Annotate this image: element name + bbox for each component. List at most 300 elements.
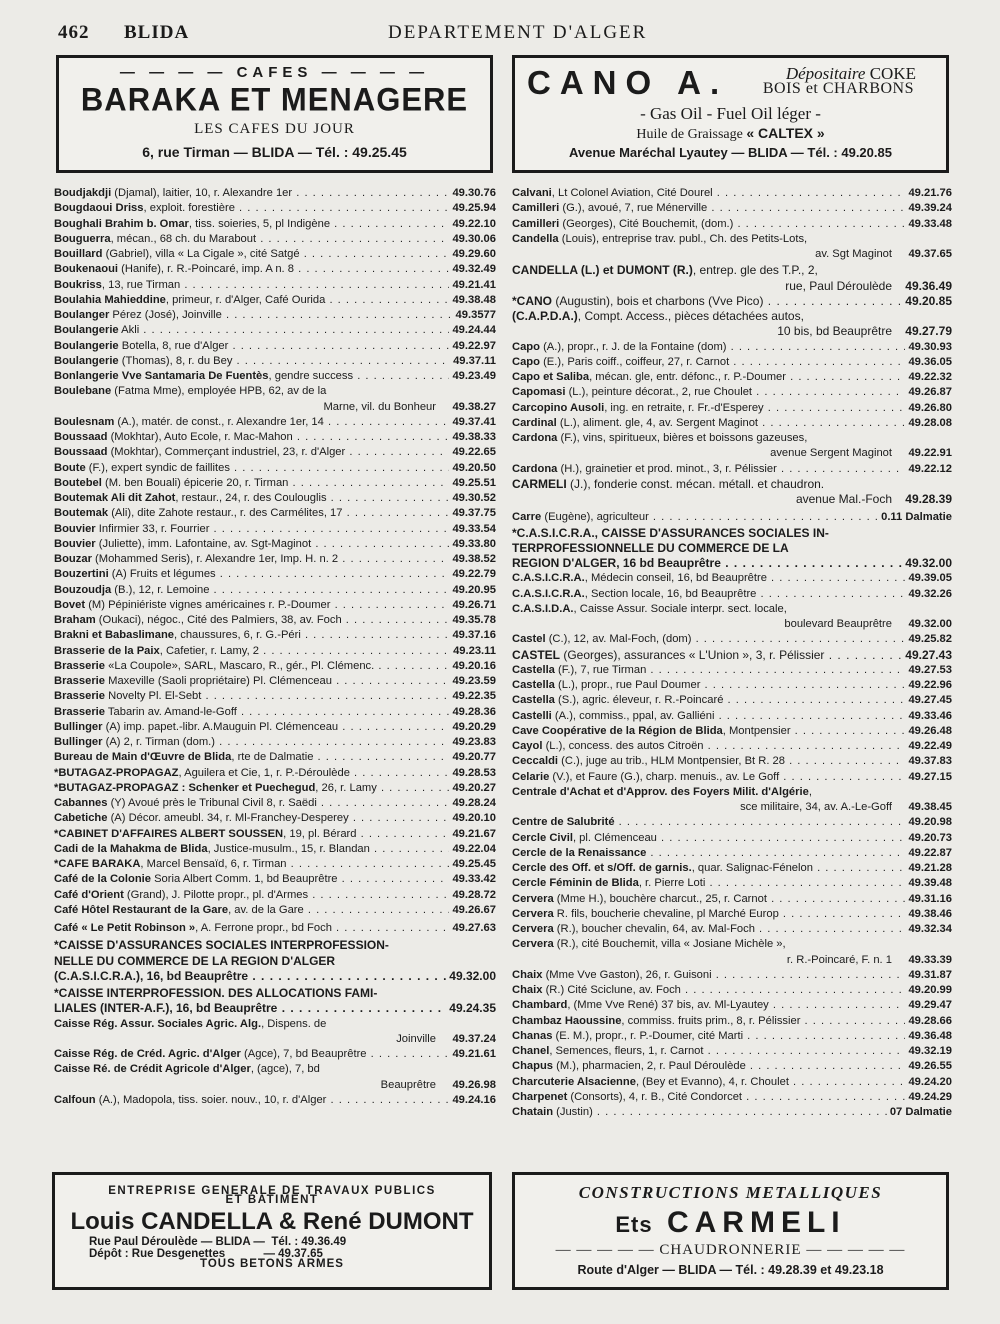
directory-entry bbox=[512, 1075, 952, 1090]
entry-details: , 19, pl. Bérard bbox=[283, 827, 357, 840]
entry-text bbox=[54, 613, 496, 628]
entry-name: Camilleri bbox=[512, 202, 560, 215]
entry-text bbox=[512, 1014, 952, 1029]
entry-text bbox=[512, 416, 952, 431]
entry-name: Boutebel bbox=[54, 476, 102, 489]
entry-text bbox=[54, 201, 496, 216]
entry-text bbox=[54, 415, 496, 430]
entry-text bbox=[512, 309, 952, 324]
directory-entry bbox=[54, 613, 496, 628]
entry-details: (Y) Avoué près le Tribunal Civil 8, r. Saëdi bbox=[107, 797, 317, 809]
entry-text bbox=[512, 648, 952, 663]
entry-phone: 49.22.49 bbox=[905, 739, 952, 754]
entry-text bbox=[512, 1075, 952, 1090]
entry-details: (E. M.), propr., r. P.-Doumer, cité Marti bbox=[552, 1029, 744, 1042]
entry-name: Caisse Rég. de Créd. Agric. d'Alger bbox=[54, 1048, 241, 1060]
directory-entry bbox=[512, 922, 952, 937]
entry-text bbox=[54, 903, 496, 918]
directory-entry bbox=[54, 811, 496, 826]
entry-continuation: r. R.-Poincaré, F. n. 1 bbox=[786, 953, 892, 966]
directory-entry bbox=[54, 339, 496, 354]
entry-text bbox=[512, 907, 952, 922]
entry-details: (B.), 12, r. Lemoine bbox=[111, 583, 210, 596]
entry-phone: 49.23.49 bbox=[449, 369, 496, 384]
directory-entry bbox=[54, 781, 496, 796]
directory-column-right bbox=[512, 186, 952, 1120]
entry-details: , tiss. soieries, 5, pl Indigène bbox=[188, 217, 331, 230]
entry-continuation: (C.A.S.I.C.R.A.), 16, bd Beauprêtre . . . bbox=[54, 969, 496, 984]
entry-text bbox=[54, 598, 496, 613]
entry-name: Bouzertini bbox=[54, 568, 109, 581]
entry-phone: 49.26.87 bbox=[905, 385, 952, 400]
entry-phone: 49.27.15 bbox=[905, 770, 952, 785]
entry-text bbox=[512, 663, 952, 678]
entry-text bbox=[512, 385, 952, 400]
entry-name: CASTEL bbox=[512, 647, 560, 662]
entry-name: Charcuterie Alsacienne bbox=[512, 1075, 636, 1088]
ad-line: CONSTRUCTIONS METALLIQUES bbox=[578, 1183, 883, 1202]
entry-name: Boute bbox=[54, 461, 86, 474]
entry-text bbox=[512, 968, 952, 983]
directory-entry bbox=[512, 416, 952, 431]
entry-phone: 49.35.78 bbox=[449, 613, 496, 628]
entry-continuation: 10 bis, bd Beauprêtre bbox=[777, 324, 892, 339]
directory-entry bbox=[512, 937, 952, 968]
directory-entry bbox=[512, 602, 952, 633]
entry-details: , Caisse Assur. Sociale interpr. sect. locale, bbox=[573, 602, 787, 615]
directory-entry bbox=[54, 567, 496, 582]
entry-text bbox=[54, 186, 496, 201]
directory-entry bbox=[512, 983, 952, 998]
directory-entry bbox=[54, 888, 496, 903]
directory-entry bbox=[512, 385, 952, 400]
entry-details: Infirmier 33, r. Fourrier bbox=[95, 522, 210, 535]
directory-entry bbox=[512, 355, 952, 370]
entry-phone: 49.22.10 bbox=[449, 217, 496, 232]
entry-details: (L.), peinture décorat., 2, rue Choulet bbox=[565, 386, 753, 399]
entry-details: , rte de Dalmatie bbox=[231, 751, 314, 764]
entry-phone: 49.30.93 bbox=[905, 340, 952, 355]
entry-details: (R.) Cité Sciclune, av. Foch bbox=[542, 984, 681, 996]
entry-phone: 49.36.05 bbox=[905, 355, 952, 370]
entry-phone: 49.32.19 bbox=[905, 1044, 952, 1059]
entry-phone: 49.21.61 bbox=[449, 1047, 496, 1062]
entry-phone: 49.20.29 bbox=[449, 720, 496, 735]
entry-name: Cabannes bbox=[54, 797, 108, 809]
directory-entry bbox=[54, 201, 496, 216]
entry-text bbox=[54, 857, 496, 872]
entry-text bbox=[54, 232, 496, 247]
entry-details: (Eugène), agriculteur bbox=[541, 511, 649, 524]
directory-entry bbox=[512, 431, 952, 462]
entry-name: Castella bbox=[512, 679, 555, 691]
directory-entry bbox=[54, 506, 496, 521]
entry-details: , 26, r. Lamy bbox=[315, 781, 377, 794]
entry-phone: 49.20.77 bbox=[449, 750, 496, 765]
entry-text bbox=[54, 445, 496, 460]
header-department: DEPARTEMENT D'ALGER bbox=[388, 22, 648, 43]
directory-entry bbox=[512, 217, 952, 232]
entry-name: Cardinal bbox=[512, 416, 557, 429]
entry-phone: 49.38.45 bbox=[905, 800, 952, 815]
entry-text bbox=[54, 750, 496, 765]
entry-name: Cercle Civil bbox=[512, 831, 573, 844]
entry-details: (Fatma Mme), employée HPB, 62, av de la bbox=[111, 385, 327, 398]
entry-text bbox=[512, 754, 952, 769]
entry-text bbox=[54, 1017, 496, 1032]
entry-phone: 07 Dalmatie bbox=[887, 1105, 952, 1120]
ad-kicker: — — — — CAFES — — — — bbox=[119, 64, 430, 81]
entry-phone: 49.27.79 bbox=[902, 324, 952, 339]
entry-details: , Lt Colonel Aviation, Cité Dourel bbox=[551, 187, 713, 199]
entry-details: (C.), juge au trib., HLM Montpensier, Bt R. 28 bbox=[558, 755, 785, 768]
entry-phone: 49.27.45 bbox=[905, 693, 952, 708]
entry-details: , (Mme Vve René) 37 bis, av. Ml-Lyautey bbox=[567, 999, 769, 1012]
entry-name: Cave Coopérative de la Région de Blida bbox=[512, 724, 723, 737]
entry-details: , gendre success bbox=[268, 370, 354, 382]
entry-details: (F.), 7, rue Tirman bbox=[554, 663, 647, 676]
entry-details: (A.), commiss., ppal, av. Galliéni bbox=[551, 709, 715, 722]
ad-depot: Dépôt : Rue Desgenettes — 49.37.65 bbox=[89, 1248, 323, 1260]
entry-text bbox=[512, 587, 952, 602]
entry-phone: 49.22.65 bbox=[449, 445, 496, 460]
directory-entry bbox=[512, 739, 952, 754]
directory-entry bbox=[512, 294, 952, 309]
directory-entry bbox=[512, 526, 952, 572]
entry-continuation: LIALES (INTER-A.F.), 16, bd Beauprêtre . . . bbox=[54, 1001, 496, 1016]
entry-text bbox=[54, 766, 496, 781]
entry-phone: 49.26.55 bbox=[905, 1059, 952, 1074]
directory-entry bbox=[54, 415, 496, 430]
entry-name: Castella bbox=[512, 663, 555, 676]
entry-details: (J.), fonderie const. mécan. métall. et chaudron. bbox=[566, 476, 825, 491]
entry-phone: 49.26.98 bbox=[449, 1078, 496, 1093]
directory-entry bbox=[512, 693, 952, 708]
entry-phone: 49.22.91 bbox=[905, 446, 952, 461]
entry-text bbox=[54, 888, 496, 903]
entry-phone: 49.24.16 bbox=[449, 1093, 496, 1108]
entry-details: , Semences, fleurs, 1, r. Carnot bbox=[549, 1045, 704, 1057]
entry-phone: 49.22.35 bbox=[449, 689, 496, 704]
entry-details: , av. de la Gare bbox=[228, 903, 304, 916]
directory-entry bbox=[512, 401, 952, 416]
entry-name: Castel bbox=[512, 633, 546, 646]
directory-entry bbox=[512, 462, 952, 477]
entry-name: Centrale d'Achat et d'Approv. des Foyers Milit. d'Algérie bbox=[512, 785, 809, 798]
directory-entry bbox=[512, 648, 952, 663]
entry-details: , primeur, r. d'Alger, Café Ourida bbox=[165, 293, 326, 306]
entry-phone: 49.31.87 bbox=[905, 968, 952, 983]
entry-phone: 49.38.52 bbox=[449, 552, 496, 567]
entry-continuation: avenue Mal.-Foch bbox=[795, 492, 892, 506]
entry-details: (Mokhtar), Auto Ecole, r. Mac-Mahon bbox=[107, 431, 293, 443]
entry-details: (H.), grainetier et prod. minot., 3, r. Pélissier bbox=[557, 462, 777, 475]
entry-name: Cadi de la Mahakma de Blida bbox=[54, 842, 208, 855]
entry-text bbox=[512, 937, 952, 952]
entry-text bbox=[512, 998, 952, 1013]
directory-entry bbox=[512, 632, 952, 647]
entry-details: , Section locale, 16, bd Beauprêtre bbox=[584, 587, 757, 600]
entry-details: (Thomas), 8, r. du Bey bbox=[118, 354, 233, 367]
directory-entry bbox=[512, 232, 952, 263]
entry-name: Chatain bbox=[512, 1106, 554, 1118]
entry-name: Calfoun bbox=[54, 1093, 96, 1106]
ad-line: — — — — — CHAUDRONNERIE — — — — — bbox=[555, 1242, 906, 1258]
entry-name: *CAISSE D'ASSURANCES SOCIALES INTERPROFESSION- bbox=[54, 938, 389, 953]
directory-entry bbox=[54, 1047, 496, 1062]
entry-text bbox=[54, 567, 496, 582]
entry-details: (A) imp. papet.-libr. A.Mauguin Pl. Clémenceau bbox=[102, 720, 339, 733]
entry-text bbox=[512, 477, 952, 492]
entry-text bbox=[512, 431, 952, 446]
entry-name: Charpenet bbox=[512, 1090, 568, 1103]
directory-entry bbox=[54, 628, 496, 643]
entry-name: Boukriss bbox=[54, 278, 102, 291]
entry-name: Cervera bbox=[512, 923, 554, 935]
entry-name: Cercle Féminin de Blida bbox=[512, 877, 639, 890]
entry-phone: 49.33.54 bbox=[449, 522, 496, 537]
directory-entry bbox=[54, 247, 496, 262]
directory-entry bbox=[512, 861, 952, 876]
entry-phone: 49.36.48 bbox=[905, 1029, 952, 1044]
directory-entry bbox=[54, 986, 496, 1017]
entry-phone: 49.22.04 bbox=[449, 842, 496, 857]
entry-phone: 49.20.27 bbox=[449, 781, 496, 796]
entry-phone: 49.20.98 bbox=[905, 815, 952, 830]
entry-details: , Justice-musulm., 15, r. Blandan bbox=[207, 842, 370, 855]
entry-details: (L.), propr., rue Paul Doumer bbox=[554, 679, 701, 691]
entry-phone: 49.29.47 bbox=[905, 998, 952, 1013]
entry-name: Castelli bbox=[512, 709, 552, 722]
ad-tagline: LES CAFES DU JOUR bbox=[194, 121, 355, 137]
entry-text bbox=[512, 770, 952, 785]
directory-entry bbox=[512, 1014, 952, 1029]
entry-name: Boulanger bbox=[54, 309, 110, 321]
directory-column-left bbox=[54, 186, 496, 1108]
directory-entry bbox=[512, 785, 952, 816]
entry-details: , bbox=[808, 785, 812, 798]
entry-name: *BUTAGAZ-PROPAGAZ : Schenker et Puechegud bbox=[54, 781, 316, 794]
directory-entry bbox=[512, 186, 952, 201]
entry-name: Chanas bbox=[512, 1029, 553, 1042]
entry-name: Boukenaoui bbox=[54, 263, 119, 276]
entry-details: , mécan., 68 ch. du Marabout bbox=[110, 232, 257, 245]
directory-entry bbox=[512, 770, 952, 785]
entry-name: Cervera bbox=[512, 907, 554, 920]
entry-text bbox=[512, 263, 952, 278]
directory-entry bbox=[512, 1029, 952, 1044]
entry-details: (Mme H.), bouchère charcut., 25, r. Carnot bbox=[553, 892, 767, 905]
directory-entry bbox=[512, 1090, 952, 1105]
entry-details: (Mme Vve Gaston), 26, r. Guisoni bbox=[542, 968, 712, 981]
entry-details: (Mohammed Seris), r. Alexandre 1er, Imp. H. n. 2 bbox=[91, 553, 339, 565]
entry-name: Bouzoudja bbox=[54, 583, 112, 596]
entry-phone: 49.32.26 bbox=[905, 587, 952, 602]
entry-name: Boutemak bbox=[54, 507, 109, 520]
entry-name: Café d'Orient bbox=[54, 888, 124, 901]
directory-entry bbox=[54, 430, 496, 445]
entry-phone: 49.27.53 bbox=[905, 663, 952, 678]
entry-text bbox=[54, 938, 496, 953]
entry-text bbox=[54, 1062, 496, 1077]
directory-entry bbox=[54, 323, 496, 338]
entry-details: , ing. en retraite, r. Fr.-d'Esperey bbox=[604, 401, 764, 414]
entry-phone: 49.36.49 bbox=[902, 279, 952, 294]
entry-text bbox=[54, 842, 496, 857]
entry-name: *CAISSE INTERPROFESSION. DES ALLOCATIONS FAMI- bbox=[54, 986, 378, 1000]
directory-entry bbox=[512, 724, 952, 739]
directory-entry bbox=[54, 232, 496, 247]
entry-continuation: NELLE DU COMMERCE DE LA REGION D'ALGER bbox=[54, 953, 336, 968]
entry-phone: 49.22.96 bbox=[905, 678, 952, 693]
entry-text bbox=[54, 430, 496, 445]
entry-name: Café « Le Petit Robinson » bbox=[54, 922, 196, 934]
entry-phone: 49.21.67 bbox=[449, 827, 496, 842]
entry-details: (F.), expert syndic de faillites bbox=[85, 461, 230, 474]
entry-text bbox=[54, 872, 496, 887]
directory-entry bbox=[54, 476, 496, 491]
directory-entry bbox=[54, 461, 496, 476]
entry-details: , Cafetier, r. Lamy, 2 bbox=[159, 644, 260, 657]
directory-entry bbox=[512, 1059, 952, 1074]
ad-line: TOUS BETONS ARMES bbox=[200, 1258, 344, 1270]
entry-phone: 49.37.41 bbox=[449, 415, 496, 430]
directory-entry bbox=[54, 903, 496, 918]
entry-name: Ceccaldi bbox=[512, 755, 559, 768]
entry-name: CARMELI bbox=[512, 476, 567, 491]
entry-name: Boulangerie bbox=[54, 324, 119, 337]
entry-details: , Aguilera et Cie, 1, r. P.-Déroulède bbox=[178, 766, 350, 779]
entry-details: (R.), cité Bouchemit, villa « Josiane Michèle », bbox=[553, 938, 786, 951]
directory-entry bbox=[512, 968, 952, 983]
entry-name: Bonlangerie Vve Santamaria De Fuentès bbox=[54, 370, 269, 382]
entry-name: Chaix bbox=[512, 984, 543, 996]
directory-entry bbox=[54, 262, 496, 277]
entry-text bbox=[54, 217, 496, 232]
page-number: 462 bbox=[58, 22, 90, 43]
entry-phone: 49.37.24 bbox=[449, 1032, 496, 1047]
entry-name: *C.A.S.I.C.R.A., CAISSE D'ASSURANCES SOCIALES IN- bbox=[512, 525, 829, 540]
entry-name: Boughali Brahim b. Omar bbox=[54, 217, 189, 230]
ad-business-name: Louis CANDELLA & René DUMONT bbox=[70, 1208, 474, 1235]
entry-name: Café de la Colonie bbox=[54, 873, 151, 886]
entry-phone: 49.33.80 bbox=[449, 537, 496, 552]
entry-name: Bouzar bbox=[54, 553, 92, 565]
directory-entry bbox=[54, 278, 496, 293]
directory-entry bbox=[54, 308, 496, 323]
entry-details: (Ali), dite Zahote restaur., r. des Carmélites, 17 bbox=[108, 507, 343, 520]
entry-text bbox=[512, 861, 952, 876]
entry-phone: 49.21.41 bbox=[449, 278, 496, 293]
entry-text bbox=[512, 876, 952, 891]
entry-text bbox=[512, 846, 952, 861]
directory-entry bbox=[512, 831, 952, 846]
entry-continuation: Joinville bbox=[396, 1032, 436, 1045]
entry-details: (M) Pépiniériste vignes américaines r. P.-Doumer bbox=[85, 598, 331, 611]
entry-details: , A. Ferrone propr., bd Foch bbox=[195, 922, 332, 934]
entry-name: Cercle de la Renaissance bbox=[512, 846, 647, 859]
entry-name: Camilleri bbox=[512, 217, 560, 230]
entry-text bbox=[54, 552, 496, 567]
directory-entry bbox=[512, 340, 952, 355]
entry-name: Bureau de Main d'Œuvre de Blida bbox=[54, 751, 232, 764]
entry-phone: 49.28.66 bbox=[905, 1014, 952, 1029]
entry-text bbox=[54, 720, 496, 735]
entry-details: Botella, 8, rue d'Alger bbox=[118, 339, 229, 352]
entry-phone: 49.26.71 bbox=[449, 598, 496, 613]
entry-text bbox=[54, 781, 496, 796]
directory-entry bbox=[512, 477, 952, 508]
entry-text bbox=[54, 689, 496, 704]
ad-business-name: CANO A. bbox=[527, 64, 729, 101]
entry-details: (Augustin), bois et charbons (Vve Pico) bbox=[552, 293, 764, 308]
ad-candella-dumont bbox=[52, 1172, 492, 1290]
entry-text bbox=[512, 983, 952, 998]
entry-text bbox=[512, 1090, 952, 1105]
ad-business-name: Ets CARMELI bbox=[615, 1206, 846, 1239]
entry-name: Cervera bbox=[512, 938, 554, 951]
entry-text bbox=[54, 705, 496, 720]
entry-name: Cabetiche bbox=[54, 812, 108, 825]
entry-phone: 49.20.95 bbox=[449, 583, 496, 598]
entry-details: (A.), matér. de const., r. Alexandre 1er, 14 bbox=[114, 415, 324, 428]
entry-name: Brasserie bbox=[54, 690, 106, 703]
entry-details: Maxeville (Saoli propriétaire) Pl. Clémenceau bbox=[105, 675, 332, 687]
entry-details: (S.), agric. éleveur, r. R.-Poincaré bbox=[554, 694, 724, 707]
entry-continuation: sce militaire, 34, av. A.-Le-Goff bbox=[740, 801, 892, 813]
directory-entry bbox=[54, 445, 496, 460]
ad-huile: Huile de Graissage « CALTEX » bbox=[636, 125, 825, 142]
entry-text bbox=[512, 602, 952, 617]
entry-phone: 49.22.87 bbox=[905, 846, 952, 861]
directory-entry bbox=[512, 815, 952, 830]
directory-entry bbox=[54, 598, 496, 613]
entry-continuation: TERPROFESSIONNELLE DU COMMERCE DE LA bbox=[512, 540, 789, 555]
directory-entry bbox=[512, 663, 952, 678]
entry-text bbox=[512, 1029, 952, 1044]
ad-address: Rue Paul Déroulède — BLIDA — Tél. : 49.36.49 bbox=[89, 1236, 347, 1248]
entry-continuation: avenue Sergent Maginot bbox=[770, 447, 892, 460]
entry-name: C.A.S.I.C.R.A. bbox=[512, 572, 585, 585]
entry-name: CANDELLA (L.) et DUMONT (R.) bbox=[512, 263, 693, 278]
directory-entry bbox=[54, 842, 496, 857]
directory-entry bbox=[54, 522, 496, 537]
entry-phone: 49.29.60 bbox=[449, 247, 496, 262]
directory-entry bbox=[512, 907, 952, 922]
entry-name: Bouvier bbox=[54, 537, 96, 550]
entry-details: (Georges), Cité Bouchemit, (dom.) bbox=[559, 217, 734, 230]
entry-name: *CAFE BARAKA bbox=[54, 858, 141, 870]
entry-details: (A) 2, r. Tirman (dom.) bbox=[102, 736, 215, 748]
entry-details: (G.), avoué, 7, rue Ménerville bbox=[559, 202, 708, 215]
entry-continuation: av. Sgt Maginot bbox=[815, 248, 892, 260]
entry-details: , chaussures, 6, r. G.-Péri bbox=[174, 629, 301, 642]
directory-entry bbox=[512, 846, 952, 861]
entry-name: Boussaad bbox=[54, 446, 108, 459]
entry-details: (Hanife), r. R.-Poincaré, imp. A n. 8 bbox=[118, 263, 294, 276]
entry-text bbox=[54, 323, 496, 338]
entry-text bbox=[54, 659, 496, 674]
entry-details: Soria Albert Comm. 1, bd Beauprêtre bbox=[150, 873, 338, 886]
entry-text bbox=[54, 796, 496, 811]
entry-text bbox=[54, 308, 496, 323]
directory-entry bbox=[512, 1044, 952, 1059]
entry-details: Novelty Pl. El-Sebt bbox=[105, 690, 202, 703]
entry-phone: 49.25.94 bbox=[449, 201, 496, 216]
entry-name: Brasserie bbox=[54, 705, 106, 718]
entry-name: Chambard bbox=[512, 999, 568, 1012]
directory-entry bbox=[54, 491, 496, 506]
